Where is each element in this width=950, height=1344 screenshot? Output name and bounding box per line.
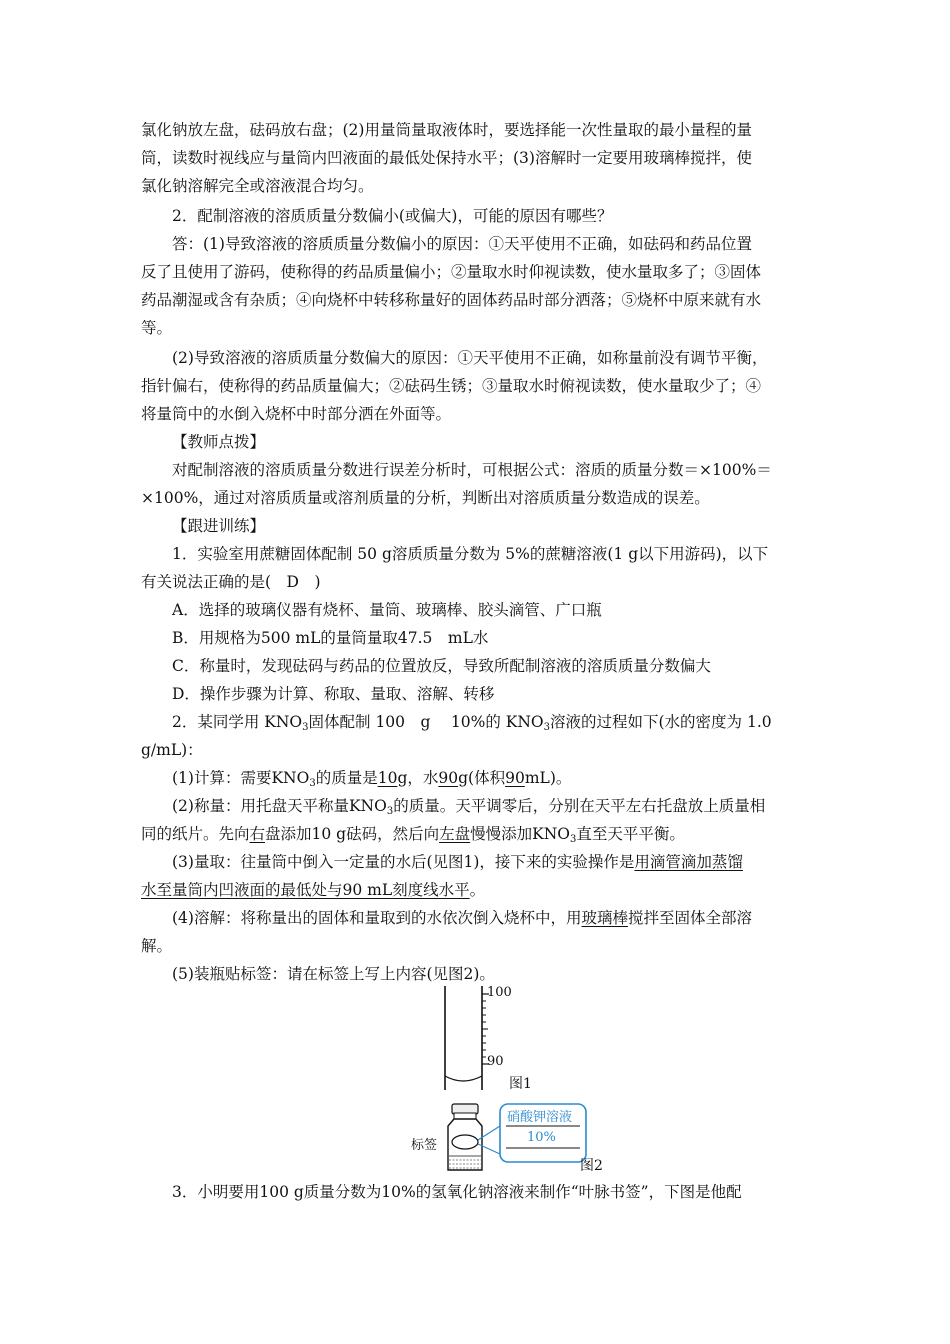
training-q1-line2: 有关说法正确的是( D ) bbox=[141, 573, 321, 591]
training-q2-line2: g/mL)： bbox=[141, 741, 203, 759]
figure2-label-value: 10% bbox=[527, 1130, 556, 1145]
option-d: D．操作步骤为计算、称取、量取、溶解、转移 bbox=[172, 685, 495, 703]
answer1-line3: 药品潮湿或含有杂质；④向烧杯中转移称量好的固体药品时部分洒落；⑤烧杯中原来就有水 bbox=[141, 291, 762, 309]
answer-measuring-part1: 用滴管滴加蒸馏 bbox=[634, 853, 743, 871]
step2-weighing-line1: (2)称量：用托盘天平称量$KNO_3$的质量。天平调零后，分别在天平左右托盘放上质量相 bbox=[172, 797, 766, 816]
option-b: B．用规格为500 mL的量筒量取47.5 mL水 bbox=[172, 629, 489, 647]
teacher-line2: ×100%，通过对溶质质量或溶剂质量的分析，判断出对溶质质量分数造成的误差。 bbox=[141, 489, 710, 507]
answer1-line4: 等。 bbox=[141, 319, 173, 337]
answer-measuring-part2: 水至量筒内凹液面的最低处与90 mL刻度线水平 bbox=[141, 881, 470, 899]
step4-dissolving-line1: (4)溶解：将称量出的固体和量取到的水依次倒入烧杯中，用玻璃棒搅拌至固体全部溶 bbox=[172, 909, 752, 927]
step5-labeling: (5)装瓶贴标签：请在标签上写上内容(见图2)。 bbox=[172, 965, 495, 983]
answer2-line2: 指针偏右，使称得的药品质量偏大；②砝码生锈；③量取水时俯视读数，使水量取少了；④ bbox=[141, 377, 762, 395]
step4-dissolving-line2: 解。 bbox=[141, 937, 173, 955]
figure1-tick-90: 90 bbox=[487, 1054, 504, 1069]
teacher-line1: 对配制溶液的溶质质量分数进行误差分析时，可根据公式：溶质的质量分数＝×100%＝ bbox=[172, 461, 772, 479]
question2-title: 2．配制溶液的溶质质量分数偏小(或偏大)，可能的原因有哪些？ bbox=[172, 207, 613, 225]
option-c: C．称量时，发现砝码与药品的位置放反，导致所配制溶液的溶质质量分数偏大 bbox=[172, 657, 711, 675]
figure2-label-name: 硝酸钾溶液 bbox=[507, 1110, 573, 1125]
answer2-line1: (2)导致溶液的溶质质量分数偏大的原因：①天平使用不正确，如称量前没有调节平衡， bbox=[172, 349, 768, 367]
answer-glass-rod: 玻璃棒 bbox=[581, 909, 628, 927]
step2-weighing-line2: 同的纸片。先向右盘添加10 g砝码，然后向左盘慢慢添加$KNO_3$直至天平平衡。 bbox=[141, 825, 685, 844]
answer-left-pan: 左盘 bbox=[439, 825, 471, 843]
option-a: A．选择的玻璃仪器有烧杯、量筒、玻璃棒、胶头滴管、广口瓶 bbox=[172, 601, 602, 619]
figure2-caption: 图2 bbox=[580, 1158, 603, 1174]
training-q2-line1: 2．某同学用 $KNO_3$固体配制 100 g 10%的 $KNO_3$溶液的过程如下(水的密度为 1.0 bbox=[172, 713, 772, 732]
training-q3-line1: 3．小明要用100 g质量分数为10%的氢氧化钠溶液来制作“叶脉书签”，下图是他配 bbox=[172, 1183, 742, 1201]
step3-measuring-line1: (3)量取：往量筒中倒入一定量的水后(见图1)，接下来的实验操作是用滴管滴加蒸馏 bbox=[172, 853, 743, 871]
training-q1-line1: 1．实验室用蔗糖固体配制 50 g溶质质量分数为 5%的蔗糖溶液(1 g以下用游码)，以下 bbox=[172, 545, 769, 563]
para1-line3: 氯化钠溶解完全或溶液混合均匀。 bbox=[141, 177, 374, 195]
step3-measuring-line2: 水至量筒内凹液面的最低处与90 mL刻度线水平。 bbox=[141, 881, 486, 899]
answer-water-volume: 90 bbox=[505, 769, 525, 787]
para1-line1: 氯化钠放左盘，砝码放右盘；(2)用量筒量取液体时，要选择能一次性量取的最小量程的量 bbox=[141, 121, 752, 139]
para1-line2: 筒，读数时视线应与量筒内凹液面的最低处保持水平；(3)溶解时一定要用玻璃棒搅拌，使 bbox=[141, 149, 752, 167]
teacher-heading: 【教师点拨】 bbox=[172, 433, 266, 451]
answer1-line2: 反了且使用了游码，使称得的药品质量偏小；②量取水时仰视读数，使水量取多了；③固体 bbox=[141, 263, 762, 281]
answer-water-mass: 90 bbox=[438, 769, 459, 787]
step1-calculation: (1)计算：需要$KNO_3$的质量是10g，水90g(体积90mL)。 bbox=[172, 769, 572, 788]
figure2-label-pointer-text: 标签 bbox=[411, 1138, 438, 1153]
answer-kno3-mass: 10 bbox=[377, 769, 398, 787]
answer-right-pan: 右 bbox=[249, 825, 266, 843]
figure1-caption: 图1 bbox=[509, 1076, 532, 1092]
training-heading: 【跟进训练】 bbox=[172, 517, 266, 535]
figure1-tick-100: 100 bbox=[487, 985, 512, 1000]
answer2-line3: 将量筒中的水倒入烧杯中时部分洒在外面等。 bbox=[141, 405, 452, 423]
answer1-line1: 答：(1)导致溶液的溶质质量分数偏小的原因：①天平使用不正确，如砝码和药品位置 bbox=[172, 235, 752, 253]
